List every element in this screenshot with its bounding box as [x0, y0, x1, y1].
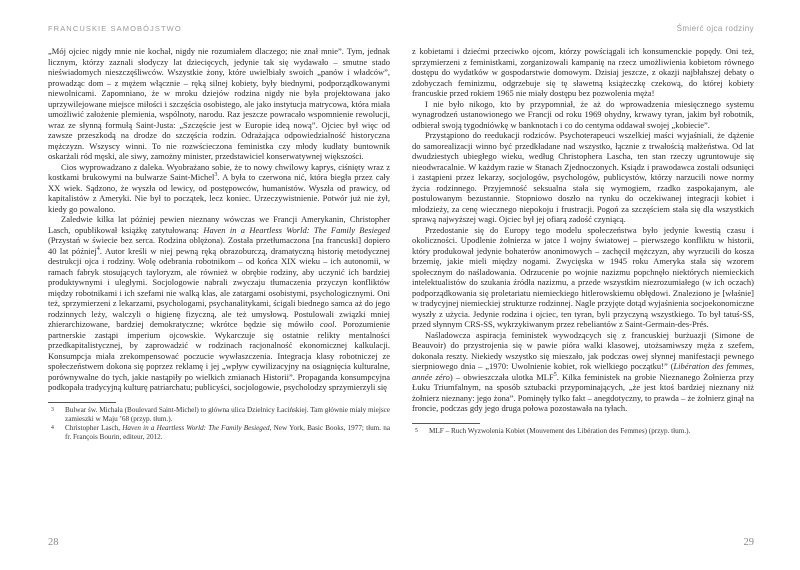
- right-running-head: Śmierć ojca rodziny: [676, 24, 754, 33]
- paragraph: z kobietami i dziećmi przeciwko ojcom, którzy powściągali ich konsumenckie popędy. Oni też, sprzymierzeni z feministkami, zorganizowali kampanię na rzecz umożliwienia kobietom równego dostępu do wydatków w gospodarstwie domowym. Dzisiaj jeszcze, z okazji najbłahszej debaty o zdobyczach feminizmu, odgrzebuje się tę sławetną książeczkę czekową, do której kobiety francuskie przed rokiem 1965 nie miały dostępu bez pozwolenia męża!: [412, 46, 754, 98]
- right-page-number: 29: [743, 537, 754, 548]
- right-footnote-block: [412, 423, 754, 436]
- footnote: 5 MLF – Ruch Wyzwolenia Kobiet (Mouvement des Libération des Femmes) (przyp. tłum.).: [415, 426, 691, 435]
- left-footnote-block: [48, 402, 390, 442]
- paragraph: Naśladowcza aspiracja feministek wywodzących się z francuskiej burżuazji (Simone de Beauvoir) do przystrojenia się w pawie pióra walki klasowej, utożsamiwszy męża z szefem, dokonała reszty. Niekiedy wszystko się mieszało, jak podczas owej słynnej manifestacji pewnego sierpniowego dnia – „1970: Uwolnienie kobiet, rok wielkiego początku!” (Libération des femmes, année zéro) – obwieszczała ulotka MLF$^5$. Kilka feministek na grobie Nieznanego Żołnierza przy Łuku Triumfalnym, na sposób sztubacki przypominających, „że jest ktoś bardziej nieznany niż żołnierz nieznany: jego żona”. Pominęły tylko fakt – anegdotyczny, to prawda – że żołnierz ginął na froncie, podczas gdy jego druga połowa pozostawała na tyłach.: [412, 329, 755, 413]
- footnote-marker: 4: [51, 424, 54, 431]
- footnote-marker: 3: [51, 406, 54, 413]
- footnote-rule: [412, 423, 480, 424]
- paragraph: Przedostanie się do Europy tego modelu społeczeństwa było jedynie kwestią czasu i okoliczności. Upodlenie żołnierza w jatce I wojny światowej – pierwszego konfliktu w historii, który produkował jedynie bohaterów anonimowych – zachęcił mężczyzn, aby wyrzucili do kosza brzemię, jakie mieli między nogami. Zwycięska w 1945 roku Ameryka stała się wzorem społecznym do naśladowania. Odrzucenie po wojnie nazizmu popchnęło niektórych niemieckich intelektualistów do szukania źródła nazizmu, a przede wszystkim niezrozumiałego (w ich oczach) podporządkowania się proletariatu niemieckiego hitlerowskiemu obłędowi. Znaleziono je [właśnie] w tradycyjnej niemieckiej strukturze rodzinnej. Nagle przyjęte dotąd wyjaśnienia socjoekonomiczne wyszły z użycia. Jedynie rodzina i ojciec, ten tyran, byli przyczyną wszystkiego. To był tatuś-SS, przed słynnym CRS-SS, wykrzykiwanym przez rebeliantów z Saint-Germain-des-Prés.: [412, 224, 754, 329]
- footnote-rule: [48, 402, 116, 403]
- right-footnotes: [412, 427, 754, 436]
- paragraph: Cios wyprowadzano z daleka. Wyobrażano sobie, że to nowy chwilowy kaprys, ciśnięty wraz z kostkami brukowymi na bulwarze Saint-Michel$^3$. A była to czerwona nić, która biegła przez cały XX wiek. Sądzono, że wyszła od lewicy, od postępowców, humanistów. Wyszła od prawicy, od kapitalistów z Ameryki. Nie był to początek, lecz koniec. Urzeczywistnienie. Potwór już nie żył, kiedy go powalono.: [48, 161, 390, 214]
- left-footnotes: [48, 406, 390, 442]
- paragraph: Zaledwie kilka lat później pewien nieznany wówczas we Francji Amerykanin, Christopher Lasch, opublikował książkę zatytułowaną: Haven in a Heartless World: The Family Besieged (Przystań w świecie bez serca. Rodzina oblężona). Została przetłumaczona [na francuski] dopiero 40 lat później$^4$. Autor kreśli w niej pewną ręką obrazoburczą, dramatyczną historię metodycznej destrukcji ojca i rodziny. Wolę odebrania robotnikom – od końca XIX wieku – ich autonomii, w ramach fabryk stosujących tayloryzm, ale również w obrębie rodziny, aby uczynić ich bardziej produktywnymi i uległymi. Socjologowie nabrali zwyczaju tłumaczenia przyczyn konfliktów między robotnikami i ich szefami nie walką klas, ale zatargami osobistymi, psychologicznymi. Oni też, sprzymierzeni z lekarzami, psychologami, psychanalitykami, ścigali biednego samca aż do jego rodzinnych leży, walczyli o higienę fizyczną, ale też umysłową. Postulowali związki mniej zhierarchizowane, bardziej demokratyczne; wkrótce będzie się mówiło cool. Porozumienie partnerskie zastąpi imperium ojcowskie. Wykarczuje się ostatnie relikty mentalności przedkapitalistycznej, by zaprowadzić w rodzinach racjonalność ekonomicznej kalkulacji. Konsumpcja miała zrekompensować poczucie wywłaszczenia. Integracja klasy robotniczej ze społeczeństwem dokona się poprzez reklamę i jej „wpływ cywilizacyjny na osiągnięcia kulturalne, porównywalne do tych, jakie nastąpiły po wielkich zmianach Historii”. Propaganda konsumpcyjna podkopała tradycyjną kulturę patriarchatu; publicyści, socjologowie, psycholodzy sprzymierzyli się: [48, 214, 390, 392]
- right-page-body: [412, 46, 754, 414]
- left-page-body: [48, 46, 390, 393]
- paragraph: I nie było nikogo, kto by przypomniał, że aż do wprowadzenia miesięcznego systemu wynagrodzeń ustanowionego we Francji od roku 1969 ohydny, krwawy tyran, jakim był robotnik, odbierał swoją tygodniówkę w banknotach i co do centyma oddawał swojej „kobiecie”.: [412, 98, 754, 130]
- left-running-head: FRANCUSKIE SAMOBÓJSTWO: [48, 24, 182, 33]
- footnote: 4 Christopher Lasch, Haven in a Heartless World: The Family Besieged, New York, Basic Books, 1977; tłum. na fr. François Bourin, editeur, 2012.: [51, 423, 391, 441]
- footnote-marker: 5: [415, 427, 418, 434]
- paragraph: Przystąpiono do reedukacji rodziców. Psychoterapeuci wszelkiej maści wyjaśniali, że dążenie do samorealizacji winno być przedkładane nad wszystko, łącznie z trwałością małżeństwa. Od lat dwudziestych ubiegłego wieku, według Christophera Lascha, ten stan rzeczy ugruntowuje się nieodwracalnie. W każdym razie w Stanach Zjednoczonych. Ksiądz i prawodawca zostali odsunięci i zastąpieni przez lekarzy, socjologów, psychologów, publicystów, którzy narzucili nowe normy życia rodzinnego. Przyjemność seksualna stała się wymogiem, rzadko zaspokajanym, ale postulowanym bezustannie. Stopniowo doszło na rynku do oczekiwanej integracji kobiet i młodzieży, za cenę wiecznego niepokoju i frustracji. Pogoń za szczęściem stała się dla wszystkich sprawą najwyższej wagi. Ojciec był jej ofiarą zadość czyniącą.: [412, 130, 754, 224]
- paragraph: „Mój ojciec nigdy mnie nie kochał, nigdy nie rozumiałem dlaczego; nie znał mnie”. Tym, jednak licznym, którzy zaznali słodyczy lat dziecięcych, jedynie tak się wydawało – smutne stado nieświadomych nieszczęśliwców. Wszystkie żony, które uwielbiały swoich „panów i władców”, prowadząc dom – z mężem włącznie – ręką silnej kobiety, były biednymi, podporządkowanymi niewolnicami. Zapomniano, że w mroku dziejów rodzina nigdy nie była projektowana jako uprzywilejowane miejsce miłości i szczęścia osobistego, ale jako instytucja matrycowa, która miała umożliwić założenie plemienia, wspólnoty, narodu. Raz jeszcze powracało wspomnienie rewolucji, wraz ze słynną formułą Saint-Justa: „Szczęście jest w Europie ideą nową”. Ojciec był więc od zawsze przeszkodą na drodze do szczęścia rodzin. Odrażająca odpowiedzialność historyczna mężczyzn. Wszyscy winni. To nie rozwścieczona feministka czy młody kudłaty buntownik oskarżali ród męski, ale siwy, zamożny minister, przedstawiciel konserwatywnej większości.: [48, 46, 390, 161]
- footnote: 3 Bulwar św. Michała (Boulevard Saint-Michel) to główna ulica Dzielnicy Łacińskiej. Tam głównie miały miejsce zamieszki w Maju ’68 (przyp. tłum.).: [51, 405, 390, 423]
- right-page: [400, 0, 800, 570]
- left-page-number: 28: [48, 537, 59, 548]
